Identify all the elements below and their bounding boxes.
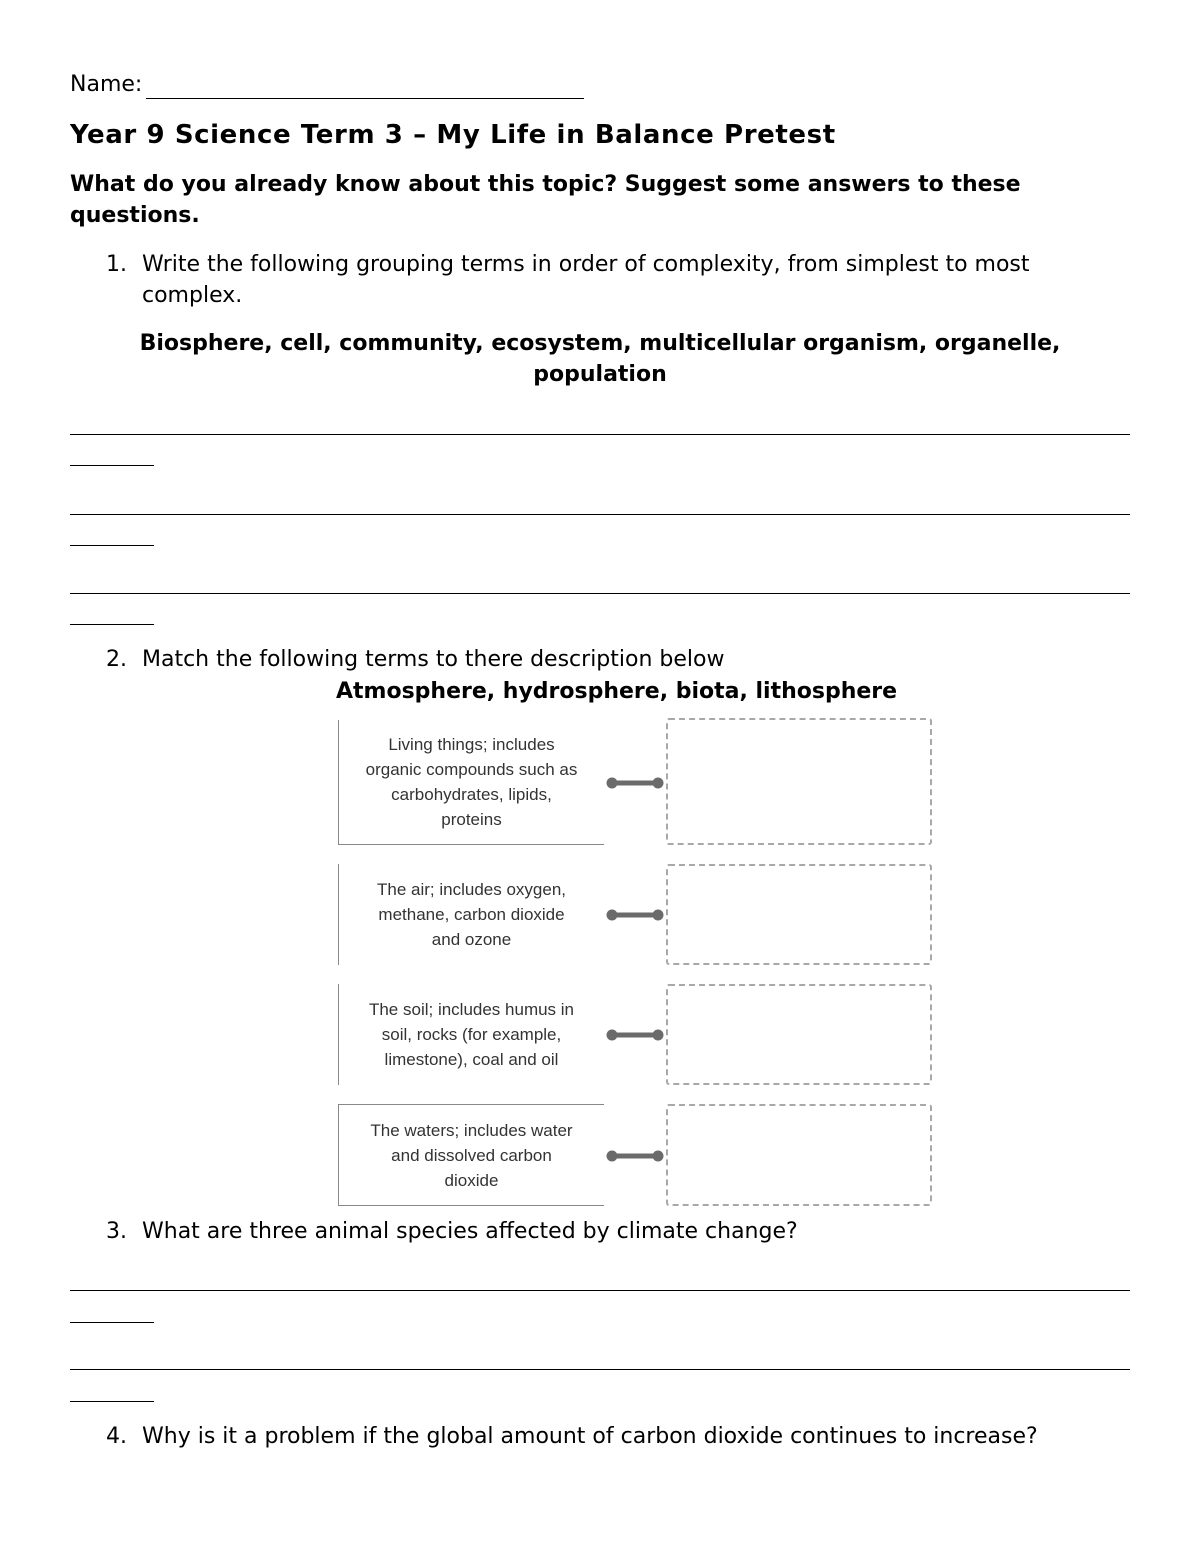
q1-text-line-1: Write the following grouping terms in order of complexity, from simplest to most (142, 252, 1030, 277)
description-line: The waters; includes water (370, 1120, 573, 1140)
q3-answer-line-1-end[interactable] (70, 1322, 154, 1323)
q1-answer-line-1[interactable] (70, 434, 1130, 435)
q2-terms: Atmosphere, hydrosphere, biota, lithosphere (336, 679, 898, 704)
description-line: soil, rocks (for example, (381, 1025, 562, 1044)
q1-answer-line-3-end[interactable] (70, 624, 154, 625)
description-line: The soil; includes humus in (368, 1000, 575, 1019)
q3-text: What are three animal species affected by climate change? (142, 1219, 798, 1244)
description-line: and dissolved carbon (391, 1145, 552, 1165)
connector-handle-icon[interactable] (606, 909, 666, 921)
description-line: Living things; includes (388, 735, 555, 754)
description-line: and ozone (431, 930, 512, 949)
q1-terms-line-2: population (533, 362, 667, 387)
connector-handle-icon[interactable] (606, 1150, 666, 1162)
q1-answer-line-3[interactable] (70, 593, 1130, 594)
description-line: dioxide (444, 1170, 499, 1190)
q1-answer-line-1-end[interactable] (70, 465, 154, 466)
description-biota (338, 720, 604, 845)
drop-zone-2[interactable] (666, 864, 932, 965)
connector-handle-icon[interactable] (606, 777, 666, 789)
name-field[interactable] (146, 98, 584, 99)
q3-answer-line-2[interactable] (70, 1369, 1130, 1370)
connector-handle-icon[interactable] (606, 1029, 666, 1041)
q2-text: Match the following terms to there description below (142, 647, 725, 672)
drop-zone-4[interactable] (666, 1104, 932, 1206)
q1-answer-line-2-end[interactable] (70, 545, 154, 546)
intro-line-1: What do you already know about this topic? Suggest some answers to these (70, 172, 1021, 197)
q3-answer-line-2-end[interactable] (70, 1401, 154, 1402)
page-title: Year 9 Science Term 3 – My Life in Balance Pretest (70, 120, 836, 150)
q1-text-line-2: complex. (142, 283, 243, 308)
description-line: organic compounds such as (365, 760, 578, 779)
description-line: The air; includes oxygen, (377, 880, 566, 899)
q1-number: 1. (106, 252, 127, 277)
intro-line-2: questions. (70, 203, 200, 228)
q1-terms-line-1: Biosphere, cell, community, ecosystem, multicellular organism, organelle, (139, 331, 1061, 356)
description-line: carbohydrates, lipids, (391, 785, 552, 804)
description-atmosphere (338, 864, 604, 965)
q3-number: 3. (106, 1219, 127, 1244)
name-label: Name: (70, 72, 143, 97)
q1-answer-line-2[interactable] (70, 514, 1130, 515)
drop-zone-1[interactable] (666, 718, 932, 845)
description-hydrosphere (338, 1104, 604, 1206)
drop-zone-3[interactable] (666, 984, 932, 1085)
description-lithosphere (338, 984, 604, 1085)
q3-answer-line-1[interactable] (70, 1290, 1130, 1291)
description-line: proteins (441, 810, 502, 829)
q4-number: 4. (106, 1424, 127, 1449)
q2-number: 2. (106, 647, 127, 672)
description-line: limestone), coal and oil (384, 1050, 559, 1069)
description-line: methane, carbon dioxide (378, 905, 565, 924)
q4-text: Why is it a problem if the global amount of carbon dioxide continues to increase? (142, 1424, 1038, 1449)
